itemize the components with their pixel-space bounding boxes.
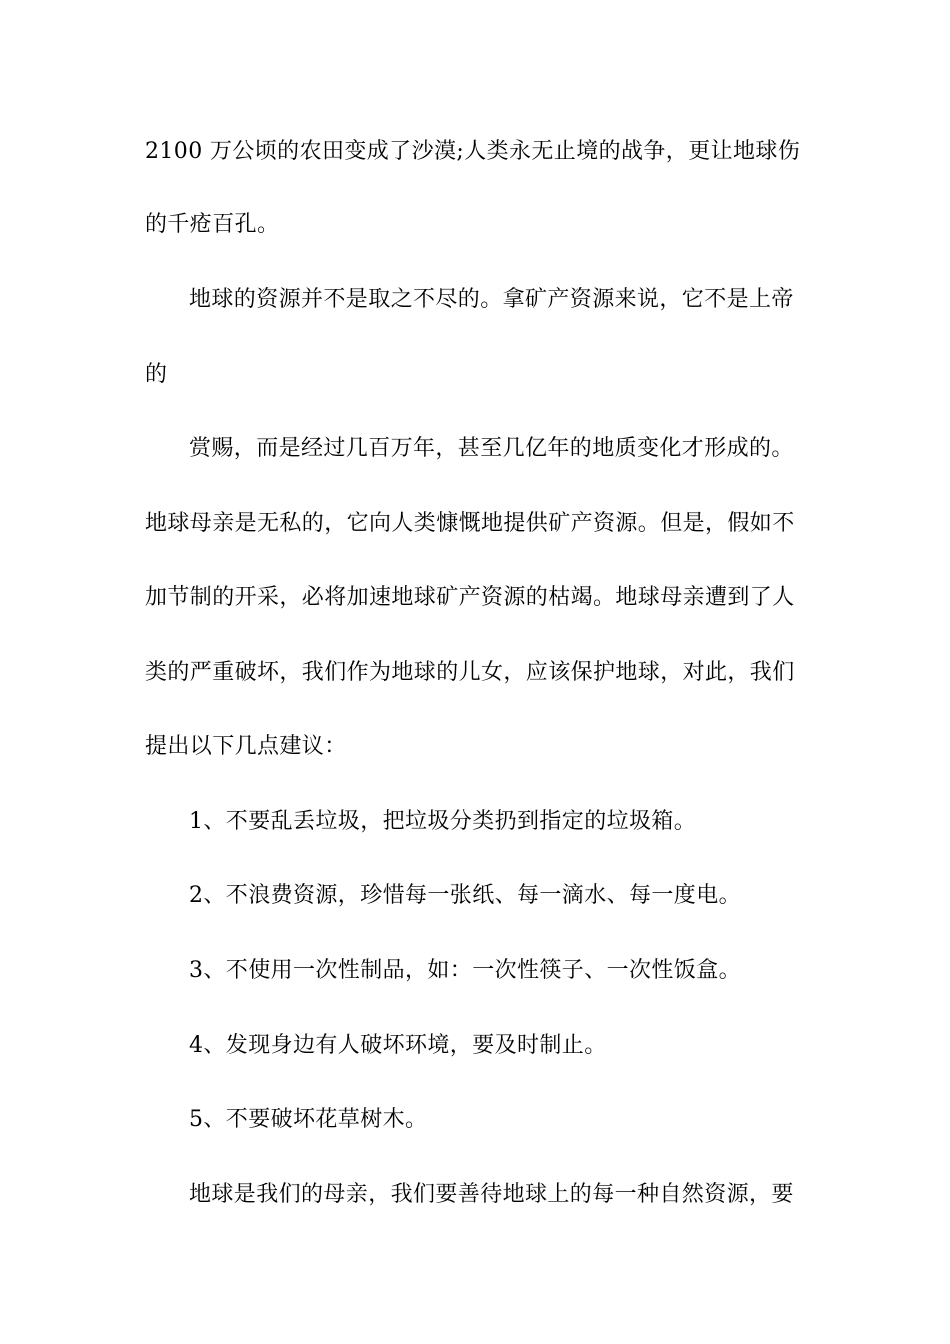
list-item: 2、不浪费资源，珍惜每一张纸、每一滴水、每一度电。 xyxy=(189,883,741,908)
text-line: 加节制的开采，必将加速地球矿产资源的枯竭。地球母亲遭到了人 xyxy=(145,585,795,610)
text-line: 地球母亲是无私的，它向人类慷慨地提供矿产资源。但是，假如不 xyxy=(145,511,795,536)
list-item: 4、发现身边有人破坏环境，要及时制止。 xyxy=(189,1033,607,1058)
text-line: 提出以下几点建议： xyxy=(145,734,347,759)
list-item: 1、不要乱丢垃圾，把垃圾分类扔到指定的垃圾箱。 xyxy=(189,809,697,834)
text-line: 的千疮百孔。 xyxy=(145,212,280,237)
paragraph-line: 地球的资源并不是取之不尽的。拿矿产资源来说，它不是上帝 xyxy=(189,287,794,312)
list-item: 5、不要破坏花草树木。 xyxy=(189,1107,428,1132)
paragraph-line: 赏赐，而是经过几百万年，甚至几亿年的地质变化才形成的。 xyxy=(189,436,794,461)
text-line: 类的严重破坏，我们作为地球的儿女，应该保护地球，对此，我们 xyxy=(145,660,795,685)
list-item: 3、不使用一次性制品，如：一次性筷子、一次性饭盒。 xyxy=(189,958,741,983)
paragraph-line: 地球是我们的母亲，我们要善待地球上的每一种自然资源，要 xyxy=(189,1182,794,1207)
text-line: 2100 万公顷的农田变成了沙漠;人类永无止境的战争，更让地球伤 xyxy=(145,139,801,164)
text-line: 的 xyxy=(145,362,168,387)
